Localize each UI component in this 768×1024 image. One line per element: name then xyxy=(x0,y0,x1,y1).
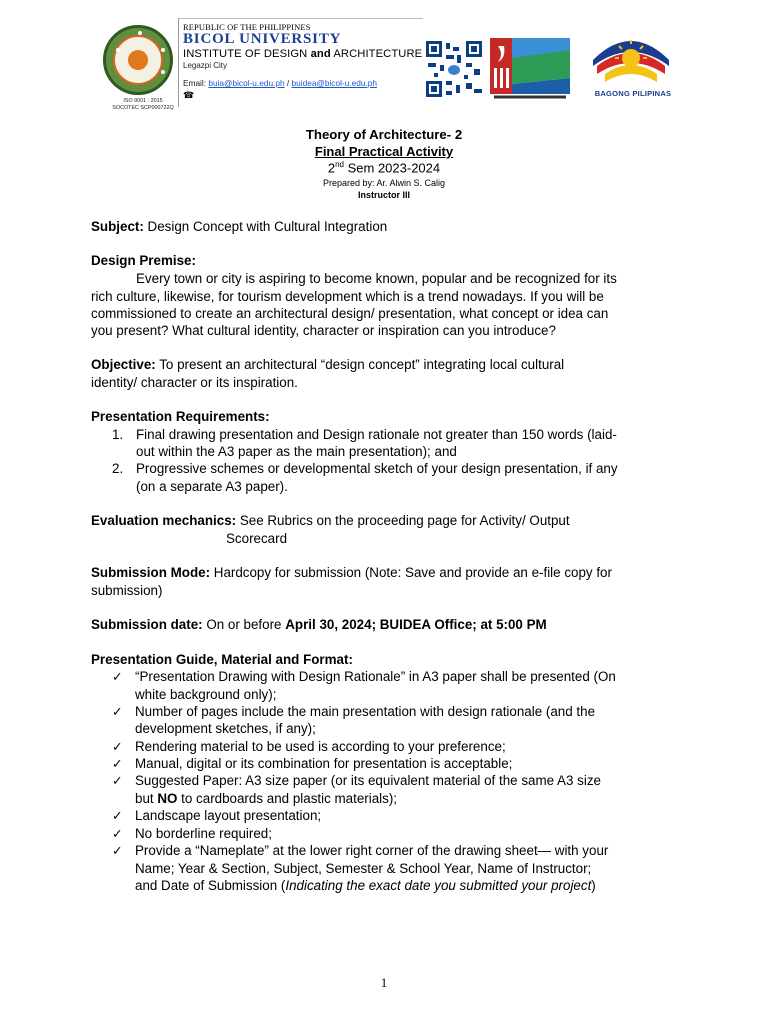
premise-heading: Design Premise: xyxy=(91,253,196,268)
requirements-heading: Presentation Requirements: xyxy=(91,409,270,424)
submission-mode-line: Submission Mode: Hardcopy for submission (Note: Save and provide an e-file copy for xyxy=(91,565,612,580)
guide-heading: Presentation Guide, Material and Format: xyxy=(91,652,353,667)
guide-item: white background only); xyxy=(135,687,277,702)
bagong-pilipinas-label: BAGONG PILIPINAS xyxy=(594,89,672,98)
requirement-number: 1. xyxy=(112,427,124,442)
requirement-number: 2. xyxy=(112,461,124,476)
guide-item: “Presentation Drawing with Design Rationale” in A3 paper shall be presented (On xyxy=(135,669,616,684)
requirement-item: (on a separate A3 paper). xyxy=(136,479,288,494)
page-number: 1 xyxy=(380,975,388,990)
activity-title: Final Practical Activity xyxy=(314,144,454,159)
submission-mode-line-2: submission) xyxy=(91,583,163,598)
evaluation-line: Evaluation mechanics: See Rubrics on the proceeding page for Activity/ Output xyxy=(91,513,570,528)
email-link-1[interactable]: buia@bicol-u.edu.ph xyxy=(208,78,285,88)
institute-of-design-logo xyxy=(490,38,570,100)
institute-name: INSTITUTE OF DESIGN and ARCHITECTURE xyxy=(183,48,423,60)
check-icon: ✓ xyxy=(112,670,123,684)
objective-line-2: identity/ character or its inspiration. xyxy=(91,375,298,390)
guide-item: No borderline required; xyxy=(135,826,272,841)
guide-item: Landscape layout presentation; xyxy=(135,808,322,823)
guide-item: Rendering material to be used is according to your preference; xyxy=(135,739,506,754)
check-icon: ✓ xyxy=(112,827,123,841)
check-icon: ✓ xyxy=(112,705,123,719)
check-icon: ✓ xyxy=(112,809,123,823)
semester-label: 2nd Sem 2023-2024 xyxy=(327,160,441,176)
guide-item: Provide a “Nameplate” at the lower right corner of the drawing sheet— with your xyxy=(135,843,609,858)
objective-line: Objective: To present an architectural “design concept” integrating local cultural xyxy=(91,357,565,372)
premise-line: you present? What cultural identity, character or inspiration can you introduce? xyxy=(91,323,556,338)
premise-line: Every town or city is aspiring to become known, popular and be recognized for its xyxy=(136,271,617,286)
republic-label: REPUBLIC OF THE PHILIPPINES xyxy=(183,22,311,32)
subject-line: Subject: Design Concept with Cultural Integration xyxy=(91,219,388,234)
guide-item: Suggested Paper: A3 size paper (or its equivalent material of the same A3 size xyxy=(135,773,601,788)
premise-line: rich culture, likewise, for tourism development which is a trend nowadays. If you will be xyxy=(91,289,604,304)
university-name: BICOL UNIVERSITY xyxy=(183,31,342,47)
submission-date-line: Submission date: On or before April 30, 2024; BUIDEA Office; at 5:00 PM xyxy=(91,617,547,632)
check-icon: ✓ xyxy=(112,844,123,858)
iso-certification: ISO 9001 : 2015 SOCOTEC SCP000722Q xyxy=(112,98,174,111)
premise-line: commissioned to create an architectural design/ presentation, what concept or idea can xyxy=(91,306,609,321)
evaluation-line-2: Scorecard xyxy=(226,531,288,546)
guide-item: and Date of Submission (Indicating the exact date you submitted your project) xyxy=(135,878,596,893)
guide-item: development sketches, if any); xyxy=(135,721,316,736)
email-line: Email: buia@bicol-u.edu.ph / buidea@bicol-u.edu.ph xyxy=(183,78,377,88)
guide-item: but NO to cardboards and plastic materials); xyxy=(135,791,397,806)
requirement-item: Final drawing presentation and Design rationale not greater than 150 words (laid- xyxy=(136,427,617,442)
instructor-position: Instructor III xyxy=(357,190,410,200)
course-title: Theory of Architecture- 2 xyxy=(305,127,463,142)
guide-item: Name; Year & Section, Subject, Semester & School Year, Name of Instructor; xyxy=(135,861,592,876)
qr-code-icon xyxy=(426,41,482,97)
university-seal-logo xyxy=(103,25,173,95)
requirement-item: out within the A3 paper as the main presentation); and xyxy=(136,444,457,459)
prepared-by: Prepared by: Ar. Alwin S. Calig xyxy=(322,178,446,188)
check-icon: ✓ xyxy=(112,774,123,788)
requirement-item: Progressive schemes or developmental sketch of your design presentation, if any xyxy=(136,461,618,476)
email-link-2[interactable]: buidea@bicol-u.edu.ph xyxy=(291,78,377,88)
phone-icon: ☎ xyxy=(183,90,195,100)
city-label: Legazpi City xyxy=(183,61,228,70)
check-icon: ✓ xyxy=(112,757,123,771)
guide-item: Number of pages include the main presentation with design rationale (and the xyxy=(135,704,596,719)
check-icon: ✓ xyxy=(112,740,123,754)
guide-item: Manual, digital or its combination for presentation is acceptable; xyxy=(135,756,513,771)
